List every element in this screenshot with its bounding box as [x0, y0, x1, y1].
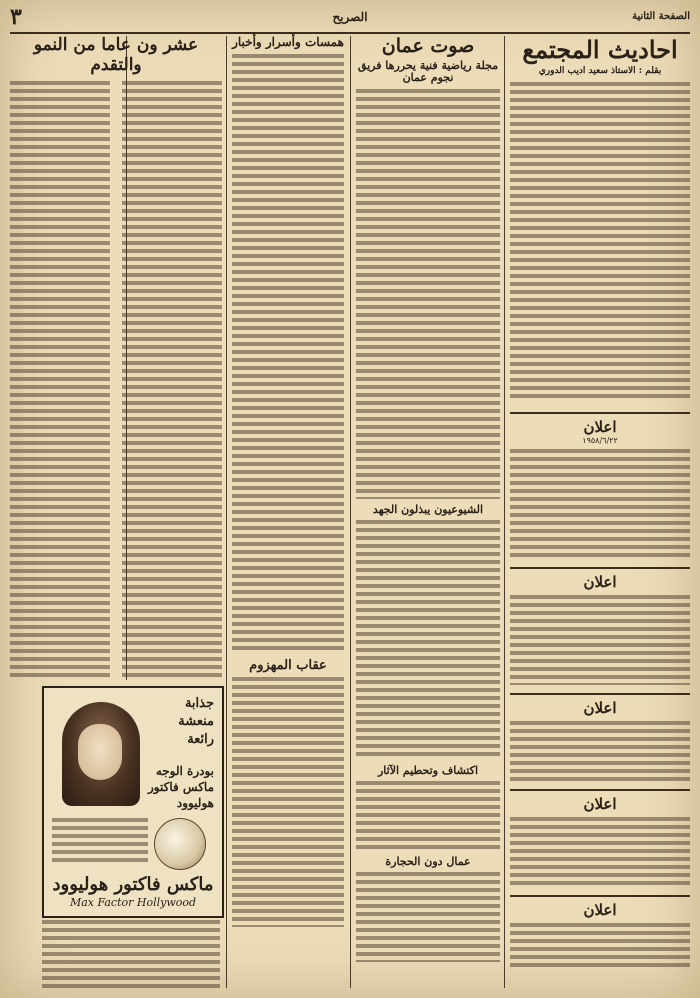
column-rule	[226, 36, 227, 988]
ad-title: اعلان	[583, 794, 617, 813]
section-subhead: عمال دون الحجارة	[356, 855, 500, 868]
divider	[510, 789, 690, 791]
ad-tagline: منعشة	[178, 714, 214, 729]
ad-tagline: رائعة	[187, 732, 214, 747]
divider	[510, 567, 690, 569]
amman-column	[356, 36, 500, 988]
powder-compact-image	[154, 818, 206, 870]
maxfactor-ad	[42, 686, 224, 918]
section-subhead: اكتشاف وتحطيم الآثار	[356, 764, 500, 777]
ad-body	[510, 595, 690, 685]
ad-body	[510, 817, 690, 887]
ad-footer-text	[42, 920, 220, 988]
page-header	[10, 6, 690, 34]
ad-body	[52, 818, 148, 862]
growth-column	[10, 36, 222, 676]
paper-name: الصريح	[332, 10, 368, 24]
page-number: ٣	[10, 4, 22, 30]
ad-date: ١٩٥٨/٦/٢٢	[582, 435, 618, 445]
ad-brand-latin: Max Factor Hollywood	[69, 896, 197, 909]
ad-title: اعلان	[583, 698, 617, 717]
ad-body	[510, 923, 690, 971]
ad-product-name: ماكس فاكتور	[148, 780, 214, 794]
face-image	[78, 724, 122, 780]
article-body	[356, 781, 500, 851]
article-body	[356, 89, 500, 499]
growth-headline: عشر ون عاما من النمو والتقدم	[33, 35, 199, 75]
section-subhead: الشيوعيون يبذلون الجهد	[356, 503, 500, 516]
ad-body	[510, 721, 690, 781]
column-rule	[350, 36, 351, 988]
section-label: الصفحة الثانية	[632, 11, 690, 22]
ad-tagline: جذابة	[184, 696, 214, 711]
society-byline: بقلم : الاستاذ سعيد اديب الدوري	[538, 65, 662, 76]
ad-title: اعلان	[583, 900, 617, 919]
amman-headline: صوت عمان	[381, 35, 475, 57]
whispers-column	[232, 36, 344, 988]
article-body	[10, 81, 110, 681]
woman-portrait-image	[62, 702, 140, 806]
article-body	[356, 520, 500, 760]
ad-body	[510, 449, 690, 559]
ad-title: اعلان	[583, 572, 617, 591]
article-body	[232, 677, 344, 927]
article-body	[122, 81, 222, 681]
divider	[510, 895, 690, 897]
ad-product-name: هوليوود	[176, 796, 214, 810]
article-body	[510, 82, 690, 402]
article-body	[356, 872, 500, 962]
whispers-headline: همسات وأسرار وأخبار	[232, 35, 344, 49]
divider	[510, 693, 690, 695]
ad-brand-arabic: ماكس فاكتور هوليوود	[52, 874, 214, 895]
column-rule	[504, 36, 505, 988]
article-body	[232, 54, 344, 654]
society-headline: احاديث المجتمع	[522, 35, 678, 64]
divider	[510, 412, 690, 414]
ad-product-name: بودرة الوجه	[155, 764, 214, 778]
society-column	[510, 36, 690, 988]
ad-title: اعلان	[583, 417, 617, 436]
section-subhead: عقاب المهزوم	[232, 658, 344, 673]
amman-subheadline: مجلة رياضية فنية يحررها فريق نجوم عمان	[357, 58, 499, 85]
